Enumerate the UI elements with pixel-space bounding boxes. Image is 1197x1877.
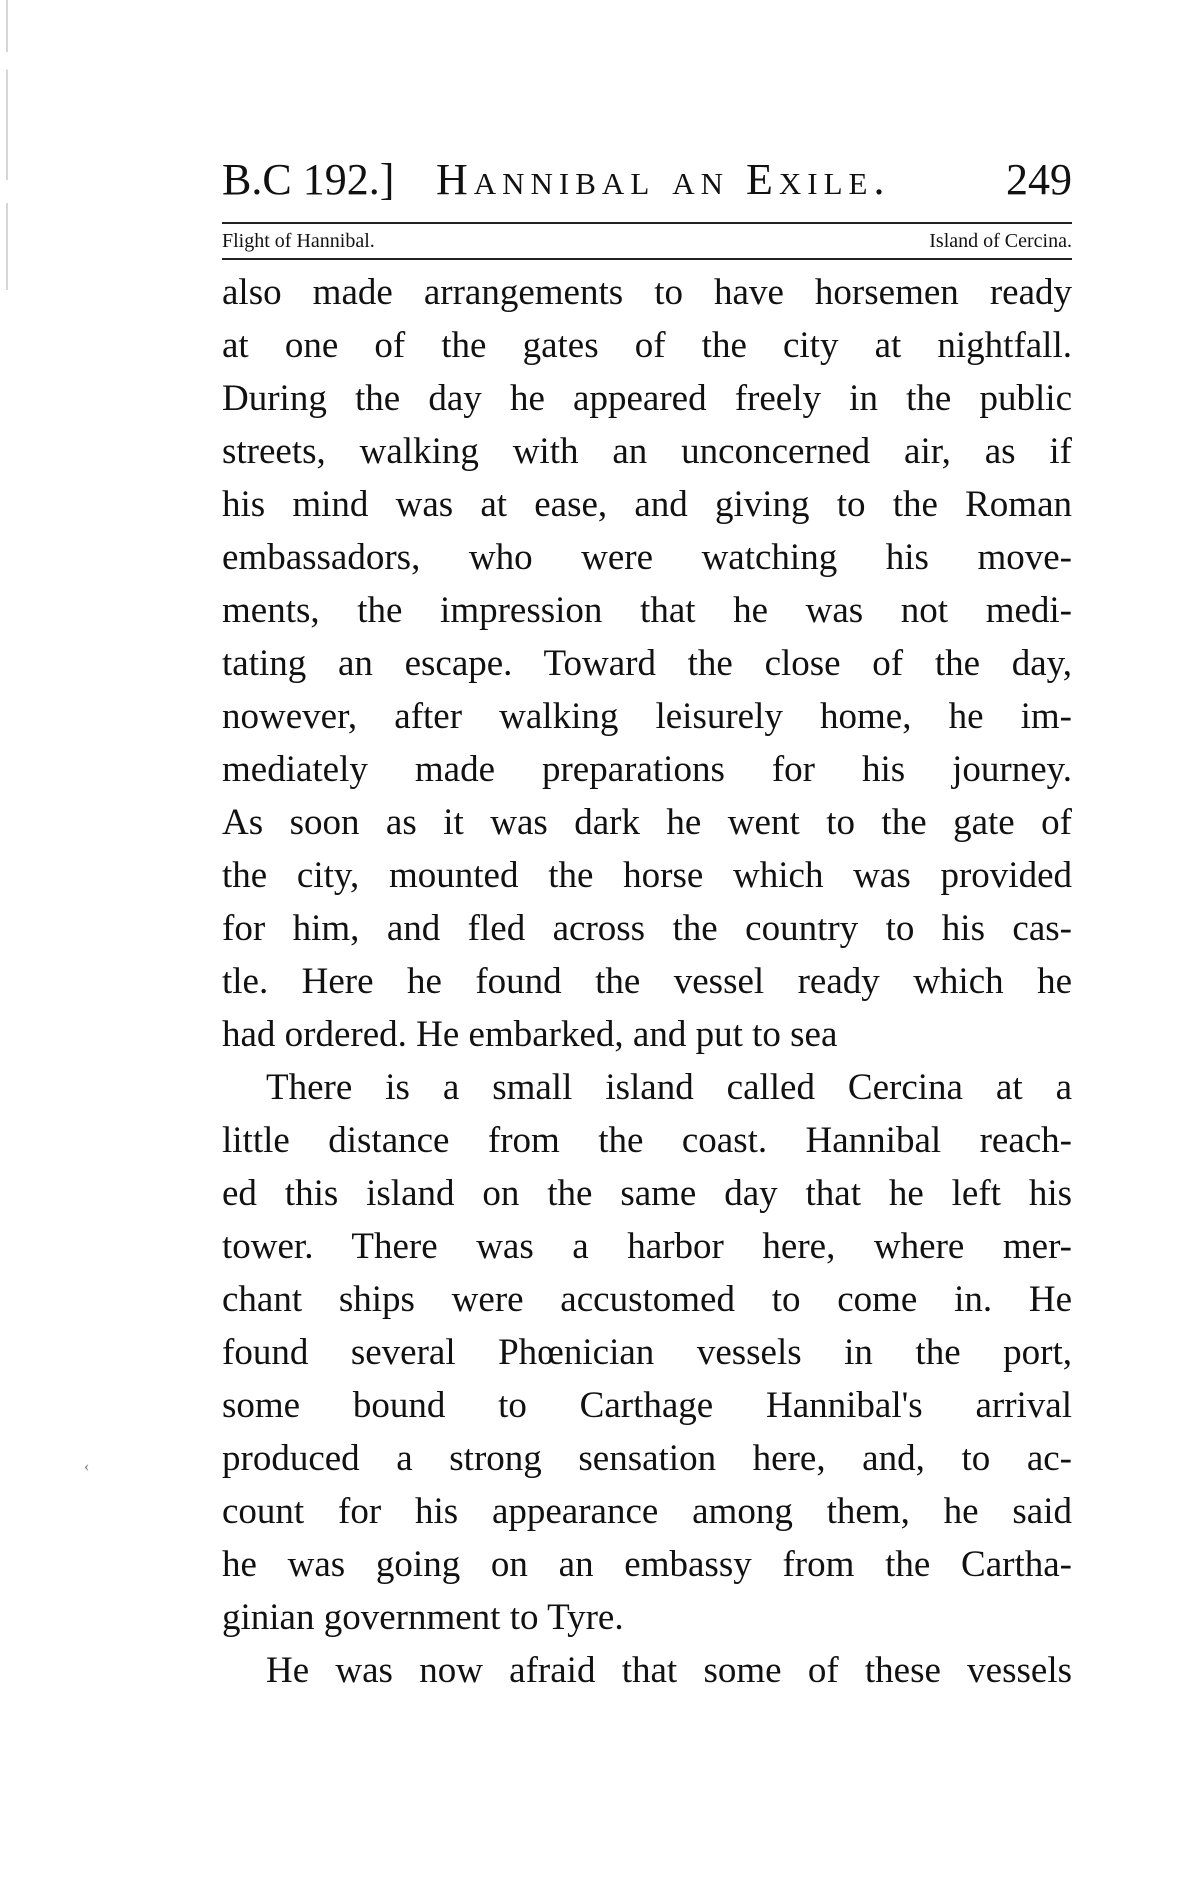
subhead (222, 224, 1072, 258)
text-line: tating an escape. Toward the close of the day, (222, 643, 1072, 684)
text-line: nowever, after walking leisurely home, he im- (222, 696, 1072, 737)
text-line: streets, walking with an unconcerned air, as if (222, 431, 1072, 472)
text-line: some bound to Carthage Hannibal's arrival (222, 1385, 1072, 1426)
text-line: He was now afraid that some of these vessels (266, 1650, 1072, 1691)
text-line: count for his appearance among them, he said (222, 1491, 1072, 1532)
text-line: As soon as it was dark he went to the gate of (222, 802, 1072, 843)
header-rule-bottom (222, 258, 1072, 260)
text-line: chant ships were accustomed to come in. He (222, 1279, 1072, 1320)
book-page (222, 150, 1072, 1697)
body-text (222, 266, 1072, 1697)
text-line: the city, mounted the horse which was provided (222, 855, 1072, 896)
subhead-left: Flight of Hannibal. (222, 230, 375, 252)
text-line: ed this island on the same day that he left his (222, 1173, 1072, 1214)
text-line: found several Phœnician vessels in the port, (222, 1332, 1072, 1373)
running-head-title: Hannibal an Exile. (436, 155, 891, 204)
text-line: ginian government to Tyre. (222, 1597, 624, 1638)
text-line: for him, and fled across the country to his cas- (222, 908, 1072, 949)
text-line: embassadors, who were watching his move- (222, 537, 1072, 578)
text-line: had ordered. He embarked, and put to sea (222, 1014, 838, 1055)
text-line: tle. Here he found the vessel ready which he (222, 961, 1072, 1002)
text-line: mediately made preparations for his journey. (222, 749, 1072, 790)
text-line: he was going on an embassy from the Cartha- (222, 1544, 1072, 1585)
running-head-date: B.C 192.] (222, 155, 395, 204)
page-number: 249 (1006, 155, 1072, 204)
running-head (222, 150, 1072, 210)
subhead-right: Island of Cercina. (929, 230, 1072, 252)
margin-mark: ‹ (84, 1458, 90, 1475)
text-line: produced a strong sensation here, and, to ac- (222, 1438, 1072, 1479)
text-line: also made arrangements to have horsemen ready (222, 272, 1072, 313)
text-line: little distance from the coast. Hannibal reach- (222, 1120, 1072, 1161)
scan-edge-marks (6, 0, 8, 290)
text-line: ments, the impression that he was not medi- (222, 590, 1072, 631)
text-line: at one of the gates of the city at nightfall. (222, 325, 1072, 366)
text-line: During the day he appeared freely in the public (222, 378, 1072, 419)
text-line: tower. There was a harbor here, where mer- (222, 1226, 1072, 1267)
text-line: There is a small island called Cercina at a (266, 1067, 1072, 1108)
text-line: his mind was at ease, and giving to the Roman (222, 484, 1072, 525)
